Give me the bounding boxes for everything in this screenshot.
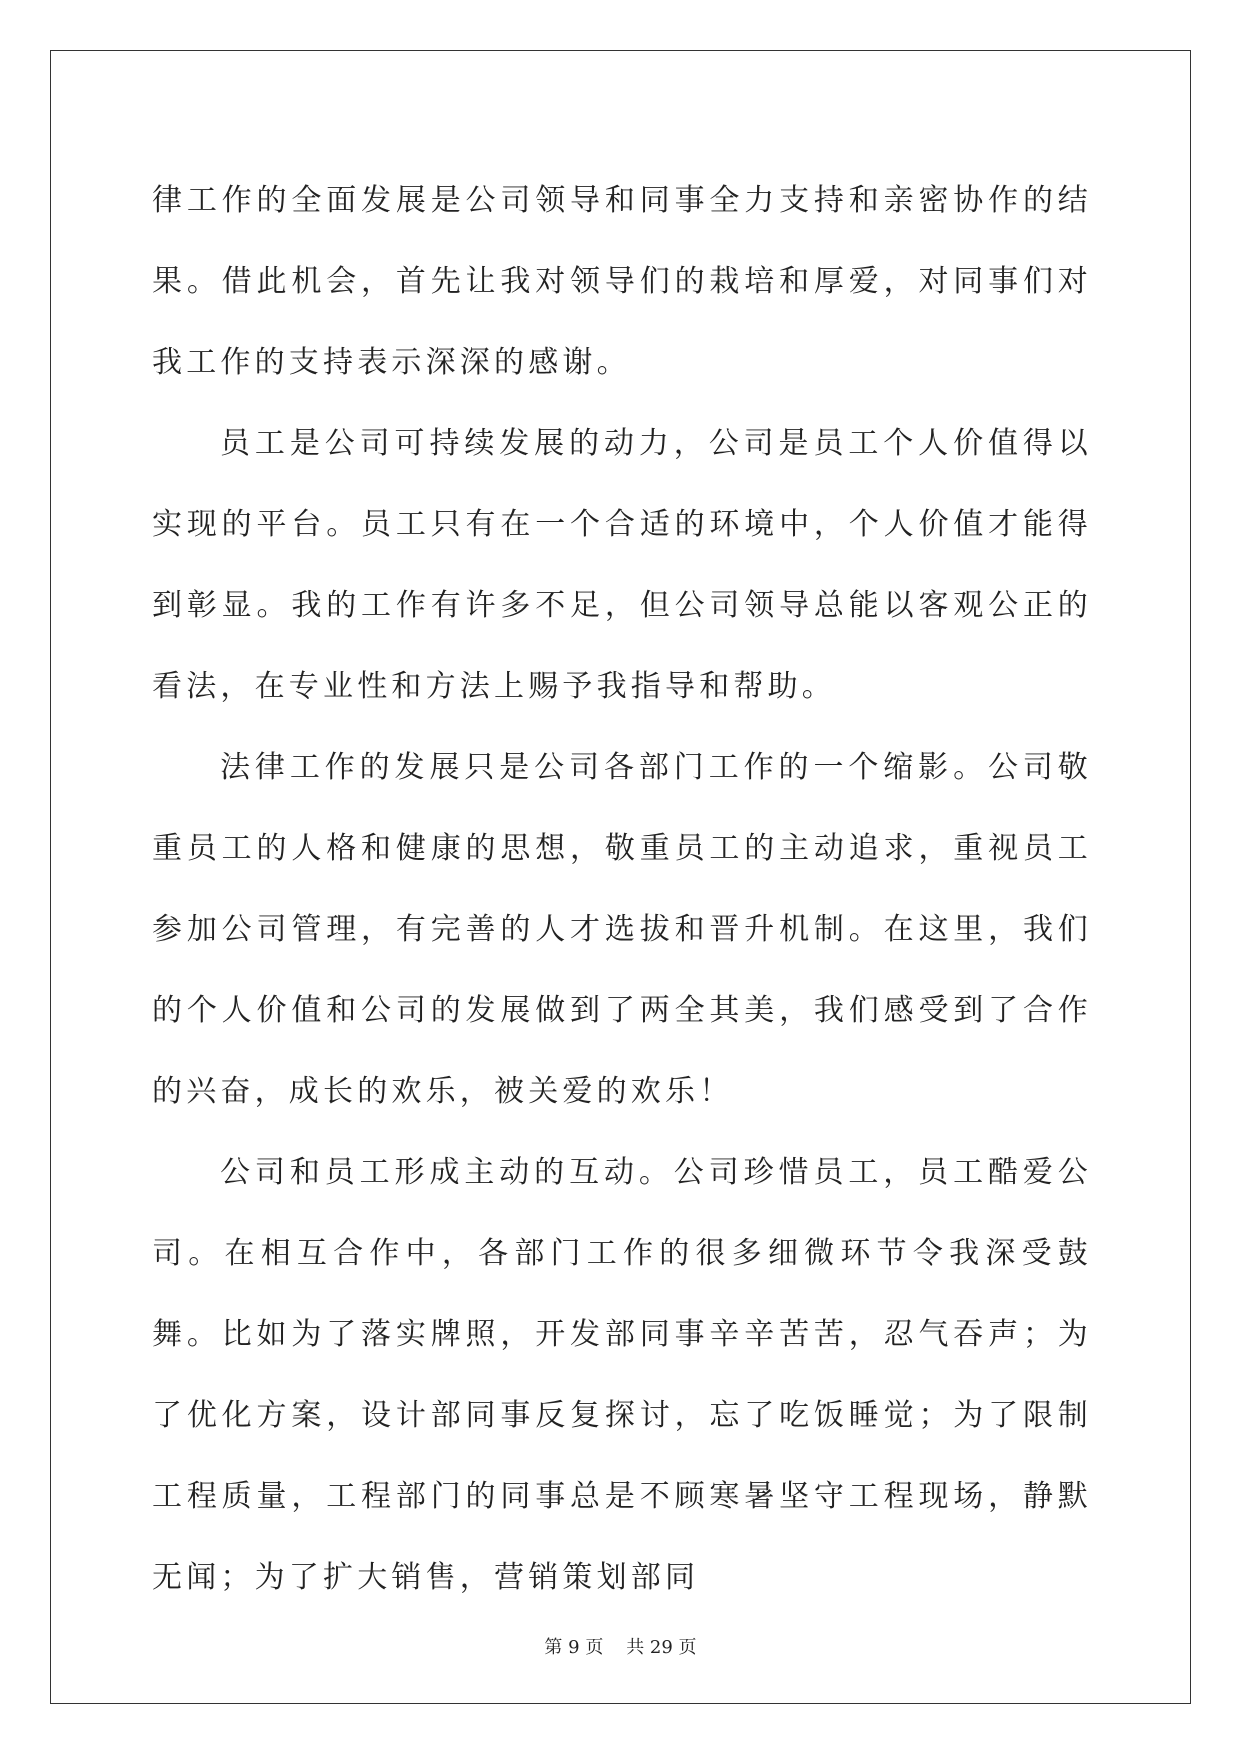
paragraph-3: 法律工作的发展只是公司各部门工作的一个缩影。公司敬重员工的人格和健康的思想，敬重员工的主动追求，重视员工参加公司管理，有完善的人才选拔和晋升机制。在这里，我们的个人价值和公司的发展做到了两全其美，我们感受到了合作的兴奋，成长的欢乐，被关爱的欢乐！ [152,750,1092,1109]
paragraph-1: 律工作的全面发展是公司领导和同事全力支持和亲密协作的结果。借此机会，首先让我对领导们的栽培和厚爱，对同事们对我工作的支持表示深深的感谢。 [152,183,1092,380]
page-number-footer: 第 9 页 共 29 页 [544,1637,697,1658]
paragraph-2: 员工是公司可持续发展的动力，公司是员工个人价值得以实现的平台。员工只有在一个合适的环境中，个人价值才能得到彰显。我的工作有许多不足，但公司领导总能以客观公正的看法，在专业性和方法上赐予我指导和帮助。 [152,426,1092,704]
paragraph-4: 公司和员工形成主动的互动。公司珍惜员工，员工酷爱公司。在相互合作中，各部门工作的很多细微环节令我深受鼓舞。比如为了落实牌照，开发部同事辛辛苦苦，忍气吞声；为了优化方案，设计部同事反复探讨，忘了吃饭睡觉；为了限制工程质量，工程部门的同事总是不顾寒暑坚守工程现场，静默无闻；为了扩大销售，营销策划部同 [152,1155,1092,1595]
document-body [152,160,1092,1618]
